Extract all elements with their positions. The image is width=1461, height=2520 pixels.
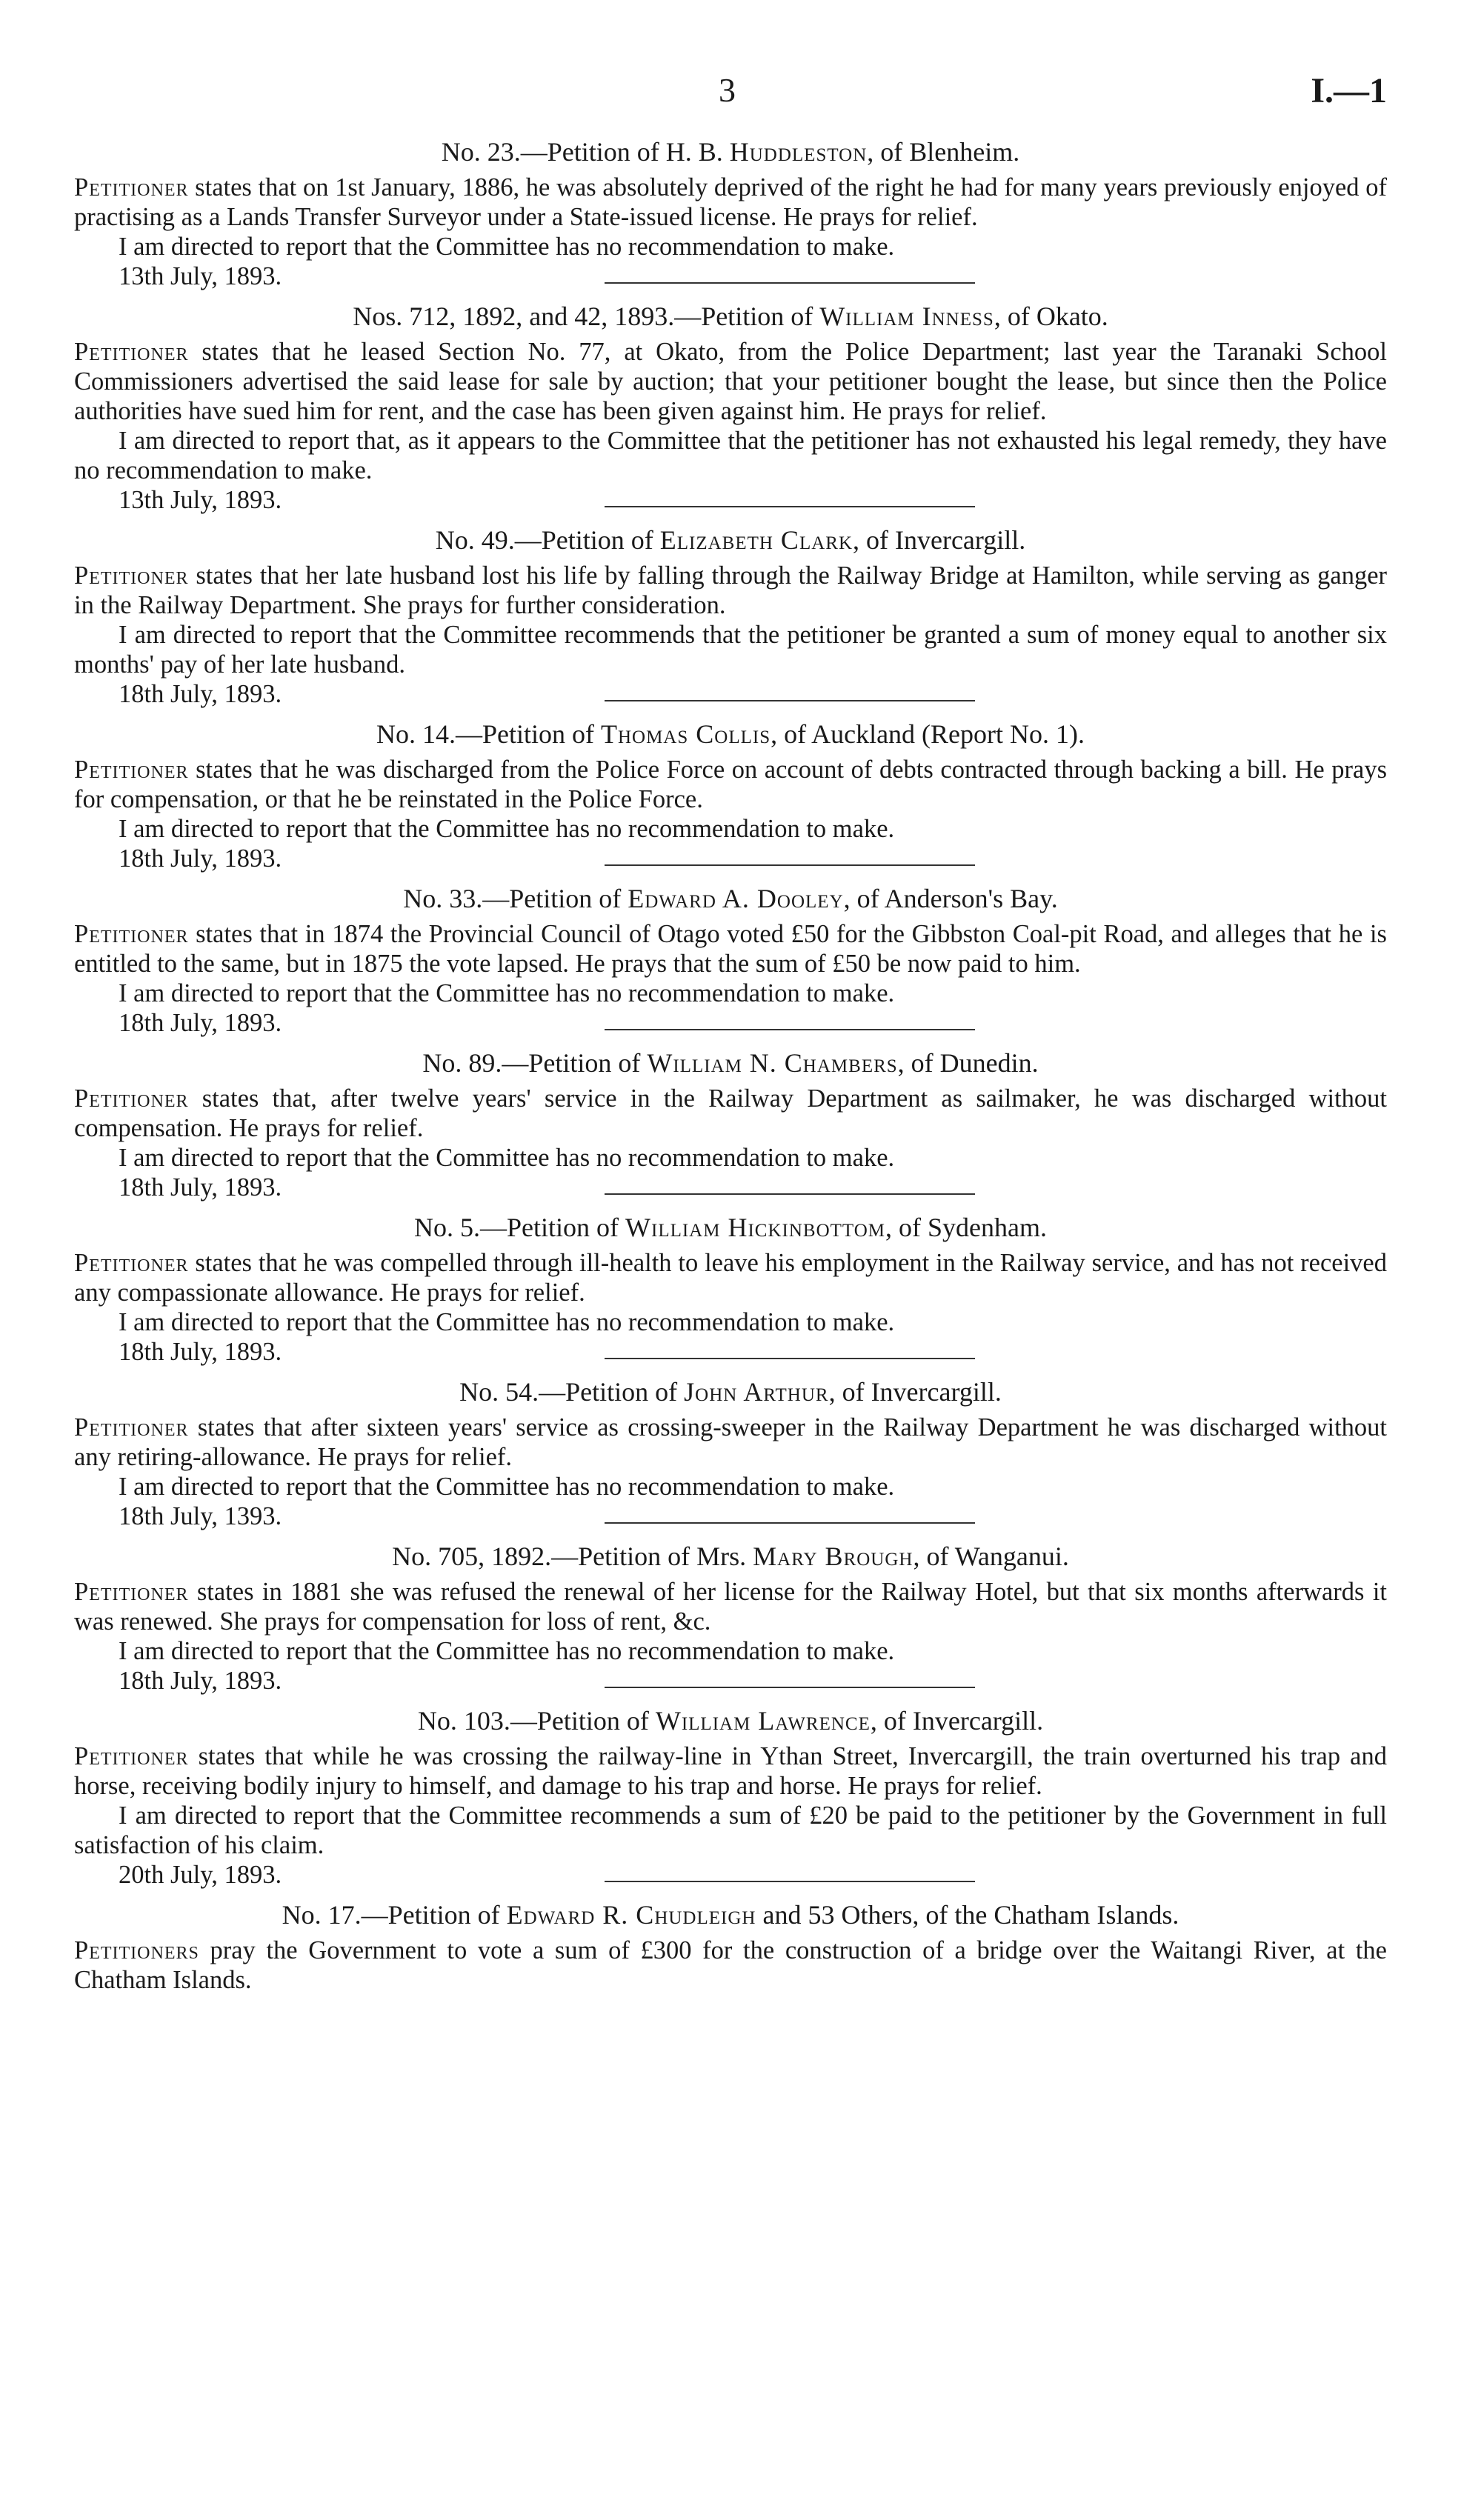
separator-rule (605, 282, 975, 284)
separator-rule (605, 1522, 975, 1524)
petitioner-name: Thomas Collis (600, 719, 771, 749)
committee-report: I am directed to report that the Committee has no recommendation to make. (119, 979, 895, 1007)
paper-reference: I.—1 (1311, 71, 1387, 110)
petition-9 (74, 1540, 1387, 1695)
petition-title: No. 705, 1892.—Petition of Mrs. Mary Brough, of Wanganui. (392, 1541, 1069, 1571)
petition-4 (74, 718, 1387, 873)
separator-rule (605, 1029, 975, 1030)
petition-title: No. 33.—Petition of Edward A. Dooley, of Anderson's Bay. (403, 884, 1058, 913)
report-date: 18th July, 1893. (119, 1338, 282, 1366)
committee-report: I am directed to report that, as it appears to the Committee that the petitioner has not exhausted his legal remedy, they have no recommendation to make. (74, 427, 1387, 484)
committee-report: I am directed to report that the Committee has no recommendation to make. (119, 1473, 895, 1501)
separator-rule (605, 1358, 975, 1359)
petitioner-name: John Arthur (684, 1377, 829, 1407)
petition-title: No. 103.—Petition of William Lawrence, of Invercargill. (417, 1706, 1044, 1736)
report-date: 13th July, 1893. (119, 262, 282, 290)
petition-title: No. 23.—Petition of H. B. Huddleston, of Blenheim. (441, 137, 1020, 167)
petition-title: No. 49.—Petition of Elizabeth Clark, of Invercargill. (435, 525, 1026, 555)
petition-6 (74, 1047, 1387, 1201)
separator-rule (605, 506, 975, 507)
separator-rule (605, 864, 975, 866)
committee-report: I am directed to report that the Committee has no recommendation to make. (119, 1144, 895, 1172)
petition-statement: Petitioner states that, after twelve years' service in the Railway Department as sailmaker, he was discharged without compensation. He prays for relief. (74, 1084, 1387, 1142)
petition-statement: Petitioner states that he leased Section No. 77, at Okato, from the Police Department; last year the Taranaki School Commissioners advertised the said lease for sale by auction; that your petitioner bought the lease, but since then the Police authorities have sued him for rent, and the case has been given against him. He prays for relief. (74, 338, 1387, 425)
separator-rule (605, 1687, 975, 1688)
committee-report: I am directed to report that the Committee recommends a sum of £20 be paid to the petitioner by the Government in full satisfaction of his claim. (74, 1801, 1387, 1859)
petitioner-name: Edward R. Chudleigh (506, 1900, 756, 1930)
report-date: 18th July, 1893. (119, 1667, 282, 1695)
petition-statement: Petitioners pray the Government to vote a sum of £300 for the construction of a bridge over the Waitangi River, at the Chatham Islands. (74, 1936, 1387, 1994)
petition-statement: Petitioner states that her late husband lost his life by falling through the Railway Bridge at Hamilton, while serving as ganger in the Railway Department. She prays for further consideration. (74, 561, 1387, 619)
petition-10 (74, 1704, 1387, 1889)
report-date: 18th July, 1893. (119, 1173, 282, 1201)
committee-report: I am directed to report that the Committee has no recommendation to make. (119, 1637, 895, 1665)
petition-statement: Petitioner states that he was discharged from the Police Force on account of debts contracted through backing a bill. He prays for compensation, or that he be reinstated in the Police Force. (74, 756, 1387, 813)
report-date: 18th July, 1393. (119, 1502, 282, 1530)
petition-3 (74, 524, 1387, 708)
committee-report: I am directed to report that the Committee recommends that the petitioner be granted a sum of money equal to another six months' pay of her late husband. (74, 621, 1387, 679)
petition-statement: Petitioner states that while he was crossing the railway-line in Ythan Street, Invercargill, the train overturned his trap and horse, receiving bodily injury to himself, and damage to his trap and horse. He prays for relief. (74, 1742, 1387, 1800)
petition-1 (74, 136, 1387, 290)
separator-rule (605, 700, 975, 701)
committee-report: I am directed to report that the Committee has no recommendation to make. (119, 233, 895, 261)
petitioner-name: William N. Chambers (647, 1048, 898, 1078)
petition-8 (74, 1376, 1387, 1530)
petition-statement: Petitioner states that after sixteen years' service as crossing-sweeper in the Railway Department he was discharged without any retiring-allowance. He prays for relief. (74, 1413, 1387, 1471)
petition-statement: Petitioner states in 1881 she was refused the renewal of her license for the Railway Hotel, but that six months afterwards it was renewed. She prays for compensation for loss of rent, &c. (74, 1578, 1387, 1636)
report-date: 13th July, 1893. (119, 486, 282, 514)
petitioner-name: Edward A. Dooley (628, 884, 844, 913)
petitioner-name: Elizabeth Clark (659, 525, 853, 555)
petition-2 (74, 300, 1387, 514)
separator-rule (605, 1881, 975, 1882)
page-number: 3 (719, 71, 736, 109)
petitioner-name: Huddleston (729, 137, 868, 167)
petition-7 (74, 1211, 1387, 1366)
page-header (74, 70, 1387, 130)
report-date: 18th July, 1893. (119, 680, 282, 708)
petition-statement: Petitioner states that he was compelled through ill-health to leave his employment in the Railway service, and has not received any compassionate allowance. He prays for relief. (74, 1249, 1387, 1307)
petition-title: No. 14.—Petition of Thomas Collis, of Auckland (Report No. 1). (376, 719, 1085, 749)
report-date: 18th July, 1893. (119, 844, 282, 873)
petitioner-name: William Inness (819, 301, 994, 331)
report-date: 18th July, 1893. (119, 1009, 282, 1037)
petition-5 (74, 882, 1387, 1037)
petition-11 (74, 1899, 1387, 1995)
petitioner-name: William Hickinbottom (625, 1213, 886, 1242)
document-page (74, 70, 1387, 1995)
petition-title: Nos. 712, 1892, and 42, 1893.—Petition of William Inness, of Okato. (353, 301, 1108, 331)
petition-statement: Petitioner states that on 1st January, 1886, he was absolutely deprived of the right he had for many years previously enjoyed of practising as a Lands Transfer Surveyor under a State-issued license. He prays for relief. (74, 173, 1387, 231)
separator-rule (605, 1193, 975, 1195)
petition-title: No. 89.—Petition of William N. Chambers, of Dunedin. (422, 1048, 1039, 1078)
petitioner-name: Mary Brough (753, 1541, 913, 1571)
petition-statement: Petitioner states that in 1874 the Provincial Council of Otago voted £50 for the Gibbston Coal-pit Road, and alleges that he is entitled to the same, but in 1875 the vote lapsed. He prays that the sum of £50 be now paid to him. (74, 920, 1387, 978)
committee-report: I am directed to report that the Committee has no recommendation to make. (119, 815, 895, 843)
petitioner-name: William Lawrence (655, 1706, 871, 1736)
report-date: 20th July, 1893. (119, 1861, 282, 1889)
committee-report: I am directed to report that the Committee has no recommendation to make. (119, 1308, 895, 1336)
petition-title: No. 17.—Petition of Edward R. Chudleigh and 53 Others, of the Chatham Islands. (282, 1900, 1179, 1930)
petition-title: No. 5.—Petition of William Hickinbottom, of Sydenham. (414, 1213, 1047, 1242)
petition-title: No. 54.—Petition of John Arthur, of Invercargill. (459, 1377, 1002, 1407)
